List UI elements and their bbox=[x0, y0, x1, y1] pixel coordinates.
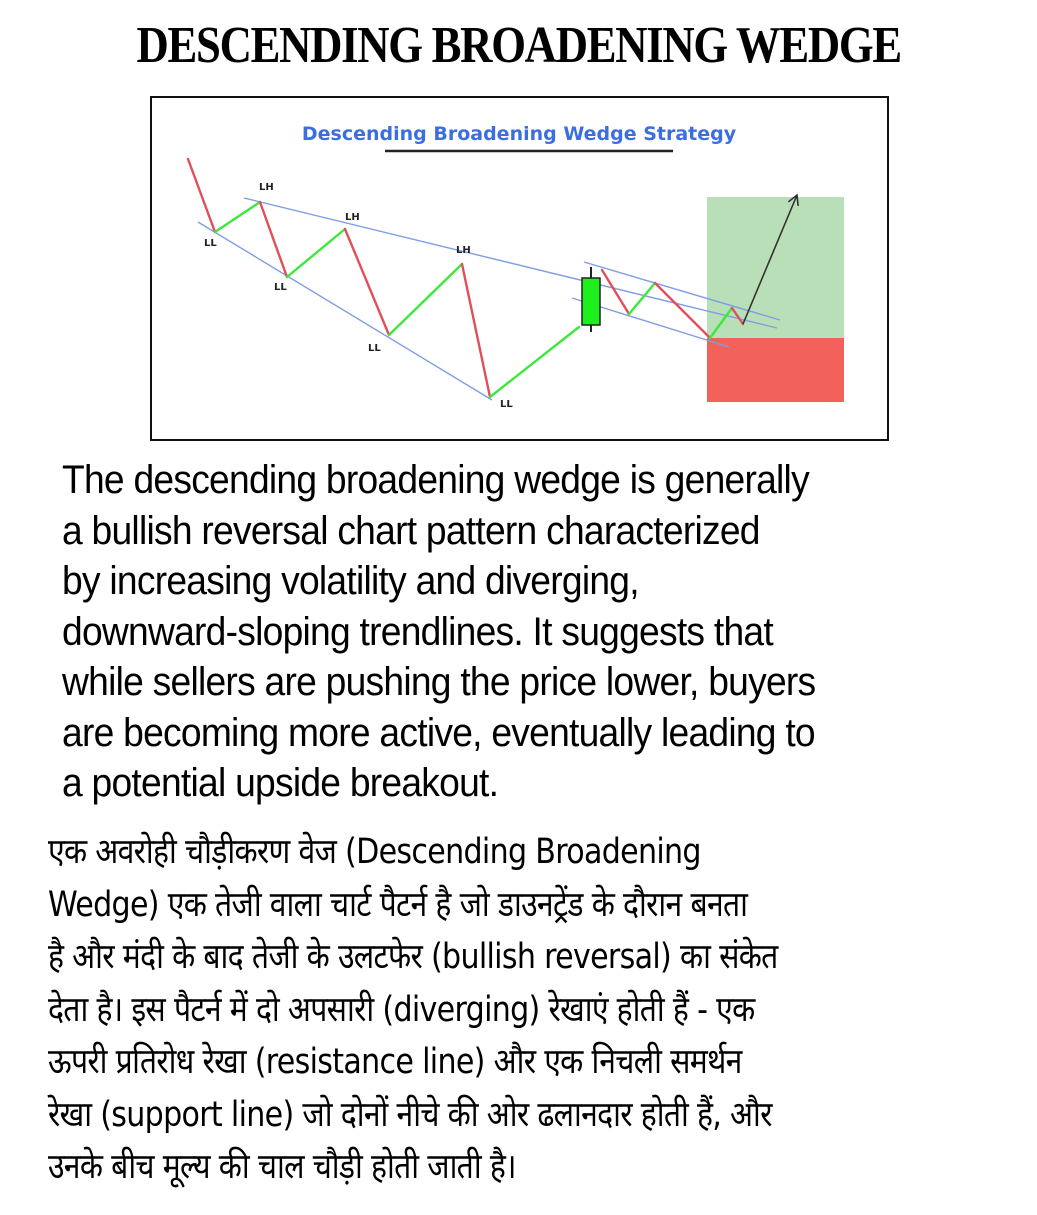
english-line: while sellers are pushing the price lower, buyers bbox=[62, 660, 816, 704]
chart-figure bbox=[150, 96, 889, 441]
breakout-candle bbox=[582, 267, 600, 332]
price-swings bbox=[188, 159, 743, 397]
hindi-line: उनके बीच मूल्य की चाल चौड़ी होती जाती है। bbox=[48, 1147, 516, 1187]
hindi-line: एक अवरोही चौड़ीकरण वेज (Descending Broadening bbox=[48, 832, 701, 872]
swing-label: LH bbox=[259, 182, 274, 193]
english-line: a bullish reversal chart pattern characterized bbox=[62, 508, 760, 553]
english-line: are becoming more active, eventually leading to bbox=[62, 710, 815, 755]
swing-label: LL bbox=[368, 343, 381, 354]
swing-label: LL bbox=[500, 399, 513, 410]
up-leg bbox=[490, 327, 579, 397]
swing-label: LL bbox=[204, 238, 217, 249]
swing-label: LL bbox=[274, 282, 287, 293]
wedge-chart bbox=[152, 98, 887, 439]
up-leg bbox=[215, 202, 260, 232]
swing-label: LH bbox=[456, 245, 471, 256]
trendlines bbox=[198, 198, 780, 400]
target_zone bbox=[707, 197, 844, 338]
chart-title: Descending Broadening Wedge Strategy bbox=[301, 123, 737, 145]
hindi-description bbox=[48, 826, 856, 1194]
down-leg bbox=[602, 270, 629, 314]
trendline-upper_resistance bbox=[244, 198, 777, 328]
risk-reward-zones bbox=[707, 197, 844, 402]
candle-body bbox=[582, 278, 600, 325]
english-line: The descending broadening wedge is generally bbox=[62, 458, 809, 502]
english-line: by increasing volatility and diverging, bbox=[62, 559, 639, 603]
down-leg bbox=[462, 264, 490, 397]
hindi-line: Wedge) एक तेजी वाला चार्ट पैटर्न है जो डाउनट्रेंड के दौरान बनता bbox=[48, 884, 748, 925]
page-title: DESCENDING BROADENING WEDGE bbox=[136, 17, 901, 74]
up-leg bbox=[629, 283, 655, 314]
english-line: downward-sloping trendlines. It suggests that bbox=[62, 609, 773, 654]
hindi-line: देता है। इस पैटर्न में दो अपसारी (diverging) रेखाएं होती हैं - एक bbox=[48, 989, 755, 1030]
down-leg bbox=[188, 159, 215, 232]
swing-labels bbox=[204, 182, 513, 410]
english-line: a potential upside breakout. bbox=[62, 761, 499, 805]
down-leg bbox=[260, 202, 287, 277]
hindi-line: है और मंदी के बाद तेजी के उलटफेर (bullish reversal) का संकेत bbox=[48, 937, 778, 977]
swing-label: LH bbox=[345, 212, 360, 223]
down-leg bbox=[345, 229, 389, 335]
up-leg bbox=[389, 264, 462, 335]
english-description bbox=[62, 455, 918, 809]
trendline-lower_support bbox=[198, 222, 492, 400]
hindi-line: रेखा (support line) जो दोनों नीचे की ओर ढलानदार होती हैं, और bbox=[48, 1094, 772, 1135]
stop_loss_zone bbox=[707, 338, 844, 402]
hindi-line: ऊपरी प्रतिरोध रेखा (resistance line) और एक निचली समर्थन bbox=[48, 1042, 742, 1082]
up-leg bbox=[287, 229, 345, 277]
